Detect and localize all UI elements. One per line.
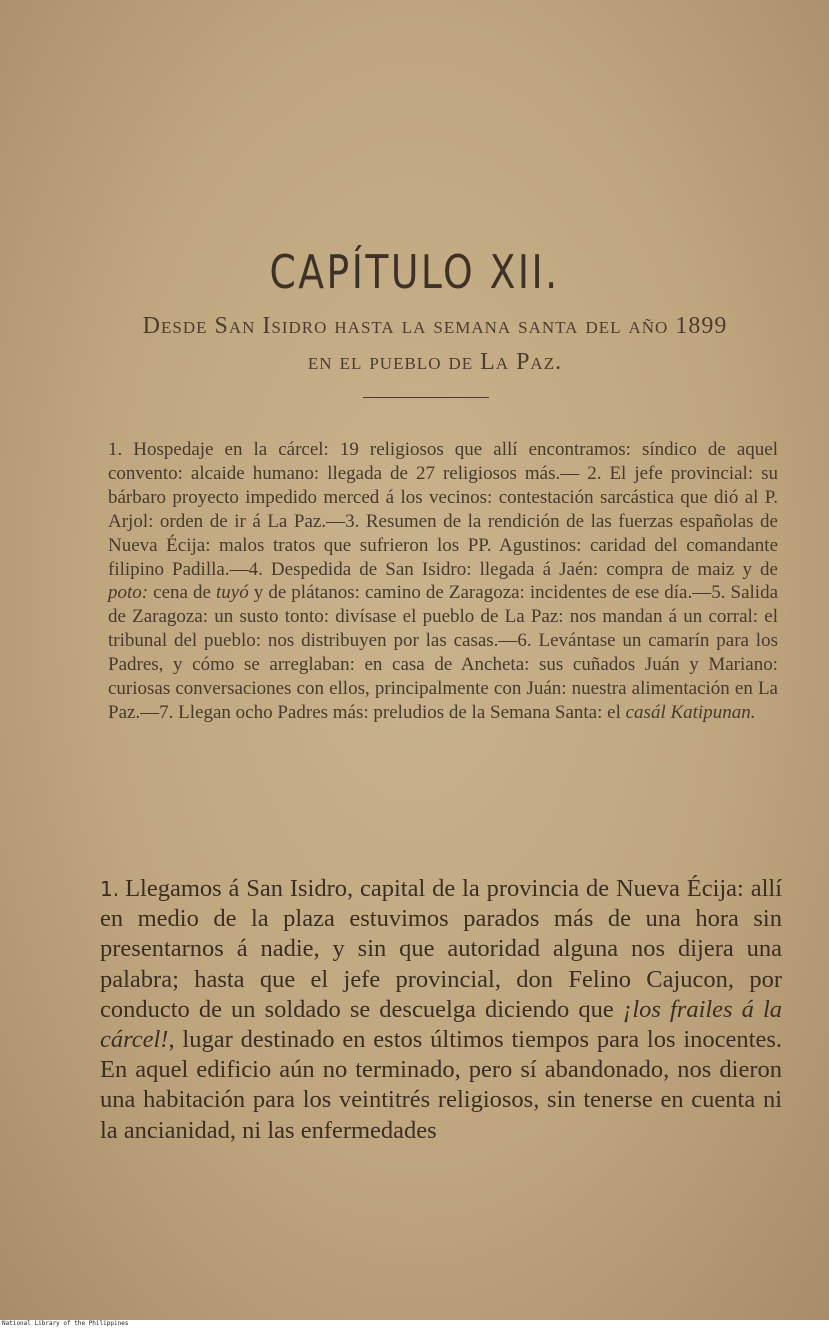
- body-text-1: Llegamos á San Isidro, capital de la provincia de Nueva Écija: allí en medio de la plaza estuvimos parados más de una hora sin presentarnos á nadie, y sin que autoridad alguna nos dijera una palabra; hasta que el jefe provincial, don Felino Cajucon, por conducto de un soldado se descuelga diciendo que: [100, 875, 782, 1023]
- body-text-2: , lugar destinado en estos últimos tiempos para los inocentes. En aquel edificio aún no terminado, pero sí abandonado, nos dieron una habitación para los veintitrés religiosos, sin tenerse en cuenta ni la ancianidad, ni las enfermedades: [100, 1026, 782, 1144]
- body-italic: ¡los frailes á la cárcel!: [100, 995, 782, 1054]
- body-paragraph: [100, 874, 782, 1146]
- summary-italic-1: poto:: [108, 582, 149, 604]
- divider: [363, 397, 489, 398]
- footer-credit: National Library of the Philippines: [0, 1320, 829, 1328]
- summary-text-2: cena de: [148, 582, 216, 604]
- summary-text-3: y de plátanos: camino de Zaragoza: incidentes de ese día.—5. Salida de Zaragoza: un susto tonto: divísase el pueblo de La Paz: nos mandan á un corral: el tribunal del pueblo: nos distribuyen por las casas.—6. Levántase un camarín para los Padres, y cómo se arreglaban: en casa de Ancheta: sus cuñados Juán y Mariano: curiosas conversaciones con ellos, principalmente con Juán: nuestra alimentación en La Paz.—7. Llegan ocho Padres más: preludios de la Semana Santa: el: [108, 582, 779, 723]
- summary-text-1: 1. Hospedaje en la cárcel: 19 religiosos que allí encontramos: síndico de aquel convento: alcaide humano: llegada de 27 religiosos más.— 2. El jefe provincial: su bárbaro proyecto impedido merced á los vecinos: contestación sarcástica que dió al P. Arjol: orden de ir á La Paz.—3. Resumen de la rendición de las fuerzas españolas de Nueva Écija: malos tratos que sufrieron los PP. Agustinos: caridad del comandante filipino Padilla.—4. Despedida de San Isidro: llegada á Jaén: compra de maiz y de: [108, 439, 778, 580]
- summary-italic-3: casál Katipunan.: [625, 701, 756, 723]
- paragraph-number: 1.: [100, 877, 120, 901]
- subtitle-line-2: en el pueblo de La Paz.: [307, 349, 563, 375]
- summary-italic-2: tuyó: [216, 582, 249, 604]
- chapter-title: CAPÍTULO XII.: [269, 245, 560, 299]
- chapter-summary: [108, 438, 778, 725]
- subtitle-line-1: Desde San Isidro hasta la semana santa del año 1899: [142, 313, 728, 339]
- chapter-subtitle: [70, 308, 800, 380]
